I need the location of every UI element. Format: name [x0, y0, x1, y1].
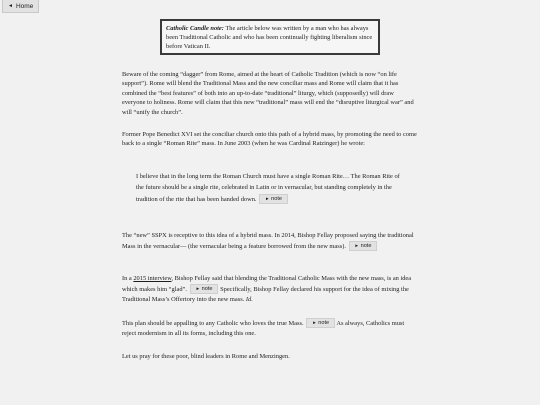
note-button-2[interactable] — [349, 241, 378, 251]
paragraph-3-text: The “new” SSPX is receptive to this idea of a hybrid mass. In 2014, Bishop Fellay proposed saying the traditional Mass in the vernacular— (the vernacular being a feature borrowed from the new mass). — [122, 232, 414, 250]
right-arrow-icon: ► — [195, 286, 201, 291]
note-button-label: note — [360, 243, 372, 249]
editor-note-title: Catholic Candle note: — [166, 25, 224, 32]
paragraph-5-text-a: This plan should be appalling to any Catholic who loves the true Mass. — [122, 320, 304, 327]
right-arrow-icon: ► — [354, 243, 360, 248]
left-arrow-icon: ◄ — [8, 2, 13, 9]
note-button-label: note — [318, 320, 330, 326]
paragraph-4-text-a: In a — [122, 275, 134, 282]
note-button-4[interactable] — [306, 318, 335, 328]
paragraph-4-id: Id. — [245, 296, 253, 303]
home-button[interactable] — [2, 0, 39, 13]
editor-note-text: The article below was written by a man who has always been Traditional Catholic and who has been continually fighting liberalism since before Vatican II. — [166, 25, 373, 51]
paragraph-4-text-c: Specifically, Bishop Fellay declared his support for the idea of mixing the Traditional Mass’s Offertory into the new mass. — [122, 286, 409, 303]
right-arrow-icon: ► — [312, 320, 317, 325]
note-button-label: note — [201, 286, 213, 292]
paragraph-1: Beware of the coming “dagger” from Rome, aimed at the heart of Catholic Tradition (which is now “on life support”). Rome will blend the Traditional Mass and the new conciliar mass and Rome will claim that it has combined the “best features” of both into an up-to-date “traditional” liturgy, which (supposedly) will draw everyone to holiness. Rome will claim that this new “traditional” mass will end the “disruptive liturgical war” and will “unify the church”. — [122, 71, 414, 116]
paragraph-5-text-b: As always, Catholics must reject modernism in all its forms, including this one. — [122, 320, 405, 337]
paragraph-4 — [122, 274, 418, 305]
paragraph-5 — [122, 318, 418, 339]
note-button-label: note — [271, 195, 283, 202]
interview-link[interactable]: 2015 interview — [133, 275, 172, 282]
note-button-1[interactable] — [259, 194, 288, 204]
note-button-3[interactable] — [190, 284, 219, 294]
quote-text: I believe that in the long term the Roman Church must have a single Roman Rite… The Roman Rite of the future should be a single rite, celebrated in Latin or in vernacular, but standing completely in the tradition of the rite that has been handed down. — [136, 173, 400, 203]
paragraph-6: Let us pray for these poor, blind leaders in Rome and Menzingen. — [122, 353, 290, 360]
home-button-label: Home — [15, 2, 34, 10]
paragraph-4-text-b: , Bishop Fellay said that blending the Traditional Catholic Mass with the new mass, is an idea which makes him “glad”. — [122, 275, 412, 293]
paragraph-3 — [122, 231, 418, 252]
paragraph-2: Former Pope Benedict XVI set the conciliar church onto this path of a hybrid mass, by promoting the need to come back to a single “Roman Rite” mass. In June 2003 (when he was Cardinal Ratzinger) he wrote: — [122, 131, 417, 148]
editor-note-box — [160, 19, 380, 55]
right-arrow-icon: ► — [265, 195, 270, 201]
ratzinger-quote — [136, 171, 406, 205]
